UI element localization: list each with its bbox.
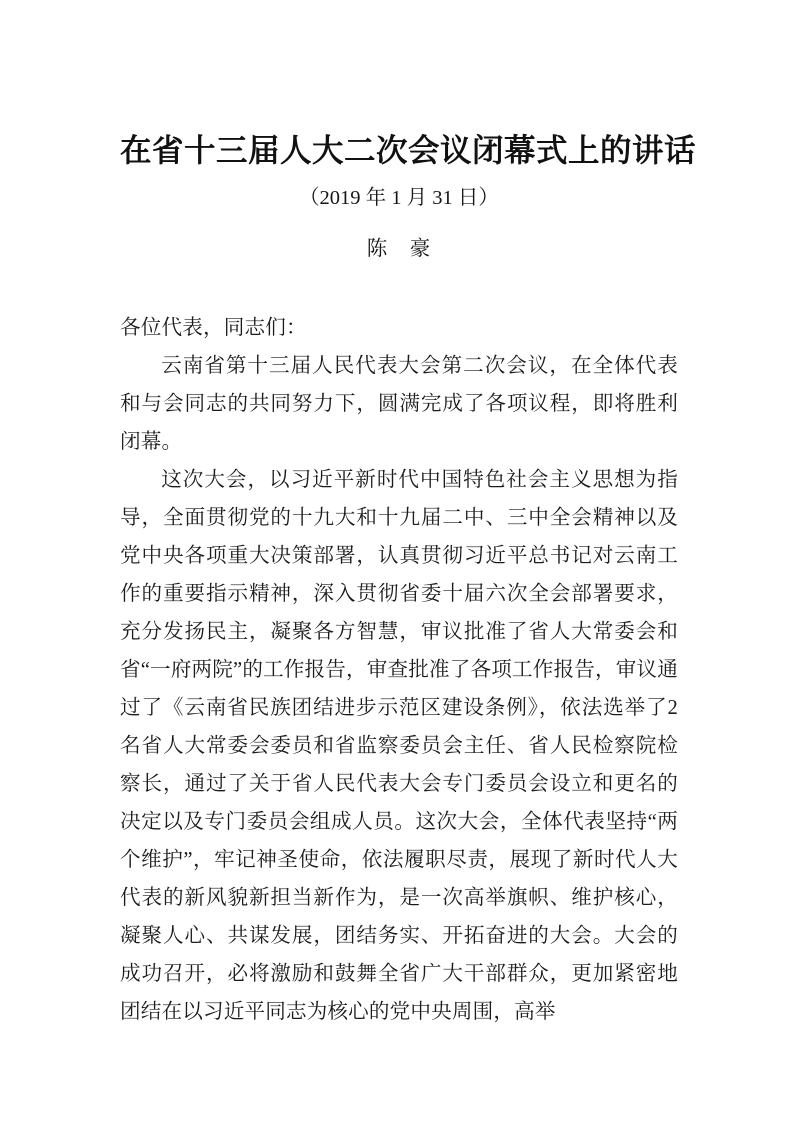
body-paragraph: 这次大会，以习近平新时代中国特色社会主义思想为指导，全面贯彻党的十九大和十九届二中、三中全会精神以及党中央各项重大决策部署，认真贯彻习近平总书记对云南工作的重要指示精神，深入贯彻省委十届六次全会部署要求，充分发扬民主，凝聚各方智慧，审议批准了省人大常委会和省“一府两院”的工作报告，审查批准了各项工作报告，审议通过了《云南省民族团结进步示范区建设条例》，依法选举了2名省人大常委会委员和省监察委员会主任、省人民检察院检察长，通过了关于省人民代表大会专门委员会设立和更名的决定以及专门委员会组成人员。这次大会，全体代表坚持“两个维护”，牢记神圣使命，依法履职尽责，展现了新时代人大代表的新风貌新担当新作为，是一次高举旗帜、维护核心，凝聚人心、共谋发展，团结务实、开拓奋进的大会。大会的成功召开，必将激励和鼓舞全省广大干部群众，更加紧密地团结在以习近平同志为核心的党中央周围，高举 [120,468,679,1023]
document-author: 陈 豪 [366,237,432,260]
salutation-line: 各位代表，同志们： [120,316,307,339]
document-body [120,263,678,1031]
page-title: 在省十三届人大二次会议闭幕式上的讲话 [120,133,697,168]
document-date-line: （2019 年 1 月 31 日） [299,187,499,210]
document-content-column [120,0,697,1031]
body-paragraph: 云南省第十三届人民代表大会第二次会议，在全体代表和与会同志的共同努力下，圆满完成了各项议程，即将胜利闭幕。 [120,354,678,453]
